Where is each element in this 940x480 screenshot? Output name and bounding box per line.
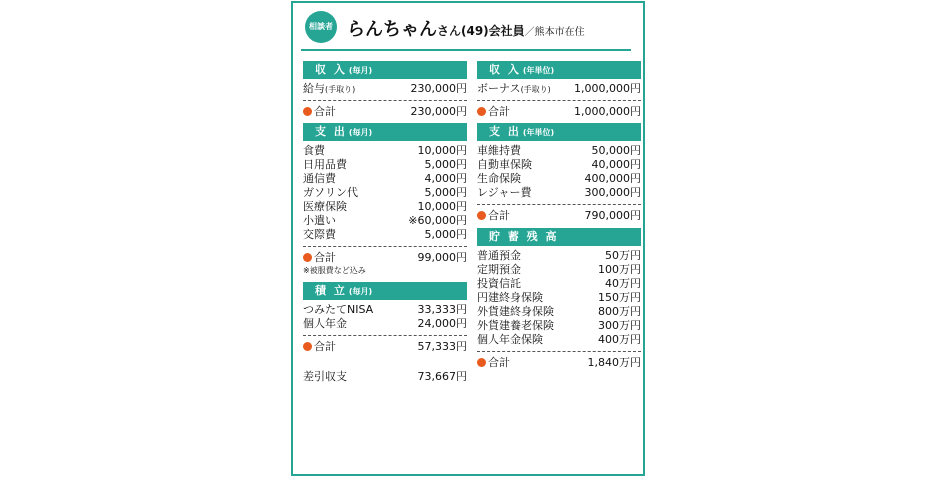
dashed-divider <box>303 335 467 336</box>
total-label: 合計 <box>477 104 510 119</box>
section-subtitle: (毎月) <box>348 128 373 137</box>
section-header-savings-monthly <box>303 282 467 300</box>
total-value: 1,000,000円 <box>574 105 641 118</box>
balance-value: 73,667円 <box>417 370 467 383</box>
total-label: 合計 <box>477 355 510 370</box>
total-value: 230,000円 <box>410 105 467 118</box>
dashed-divider <box>477 204 641 205</box>
list-item: 外貨建養老保険 300万円 <box>477 319 641 332</box>
household-budget-card <box>291 1 645 476</box>
expense-monthly-total <box>303 250 467 265</box>
savings-balance-list <box>477 246 641 347</box>
balance-label: 差引収支 <box>303 370 347 383</box>
section-header-expense-monthly <box>303 123 467 141</box>
list-item: 自動車保険 40,000円 <box>477 158 641 171</box>
total-value: 790,000円 <box>584 209 641 222</box>
item-label: 給与(手取り) <box>303 82 356 95</box>
section-subtitle: (年単位) <box>522 128 555 137</box>
section-header-income-yearly <box>477 61 641 79</box>
footnote: ※被服費など込み <box>303 266 366 275</box>
section-title: 支 出 <box>315 125 347 138</box>
client-age-job: さん(49)会社員 <box>437 24 525 38</box>
list-item <box>477 82 641 96</box>
section-subtitle: (毎月) <box>348 66 373 75</box>
list-item: 個人年金 24,000円 <box>303 317 467 330</box>
income-monthly-total <box>303 104 467 119</box>
balance-row <box>303 370 467 384</box>
section-title: 貯 蓄 残 高 <box>489 230 559 243</box>
title-row <box>347 15 585 41</box>
income-monthly-list <box>303 79 467 96</box>
section-header-expense-yearly <box>477 123 641 141</box>
expense-yearly-list <box>477 141 641 200</box>
item-value: 230,000円 <box>410 82 467 95</box>
list-item: 個人年金保険 400万円 <box>477 333 641 346</box>
dashed-divider <box>303 246 467 247</box>
list-item: レジャー費 300,000円 <box>477 186 641 199</box>
list-item: 医療保険 10,000円 <box>303 200 467 213</box>
section-title: 収 入 <box>489 63 521 76</box>
dashed-divider <box>477 351 641 352</box>
list-item: 生命保険 400,000円 <box>477 172 641 185</box>
client-residence: ／熊本市在住 <box>524 27 585 38</box>
list-item: 普通預金 50万円 <box>477 249 641 262</box>
expense-yearly-total <box>477 208 641 223</box>
list-item: つみたてNISA 33,333円 <box>303 303 467 316</box>
savings-monthly-total <box>303 339 467 354</box>
item-value: 1,000,000円 <box>574 82 641 95</box>
section-subtitle: (年単位) <box>522 66 555 75</box>
income-yearly-total <box>477 104 641 119</box>
list-item: ガソリン代 5,000円 <box>303 186 467 199</box>
expense-monthly-list <box>303 141 467 242</box>
total-label: 合計 <box>303 250 336 265</box>
list-item: 定期預金 100万円 <box>477 263 641 276</box>
savings-monthly-list <box>303 300 467 331</box>
total-label: 合計 <box>303 104 336 119</box>
list-item: 外貨建終身保険 800万円 <box>477 305 641 318</box>
left-column <box>303 61 467 384</box>
item-label: ボーナス(手取り) <box>477 82 551 95</box>
total-label: 合計 <box>477 208 510 223</box>
card-header <box>293 3 643 55</box>
header-divider <box>301 49 631 51</box>
dashed-divider <box>303 100 467 101</box>
section-title: 積 立 <box>315 284 347 297</box>
list-item: 小遣い ※60,000円 <box>303 214 467 227</box>
section-header-income-monthly <box>303 61 467 79</box>
section-title: 支 出 <box>489 125 521 138</box>
list-item: 通信費 4,000円 <box>303 172 467 185</box>
client-name: らんちゃん <box>347 19 437 40</box>
section-title: 収 入 <box>315 63 347 76</box>
savings-balance-total <box>477 355 641 370</box>
list-item: 食費 10,000円 <box>303 144 467 157</box>
list-item: 交際費 5,000円 <box>303 228 467 241</box>
list-item: 投資信託 40万円 <box>477 277 641 290</box>
total-value: 99,000円 <box>417 251 467 264</box>
section-subtitle: (毎月) <box>348 287 373 296</box>
income-yearly-list <box>477 79 641 96</box>
list-item <box>303 82 467 96</box>
section-header-savings-balance <box>477 228 641 246</box>
total-label: 合計 <box>303 339 336 354</box>
total-value: 1,840万円 <box>587 356 641 369</box>
consultant-badge: 相談者 <box>305 11 337 43</box>
list-item: 車維持費 50,000円 <box>477 144 641 157</box>
dashed-divider <box>477 100 641 101</box>
list-item: 日用品費 5,000円 <box>303 158 467 171</box>
list-item: 円建終身保険 150万円 <box>477 291 641 304</box>
right-column <box>477 61 641 370</box>
total-value: 57,333円 <box>417 340 467 353</box>
